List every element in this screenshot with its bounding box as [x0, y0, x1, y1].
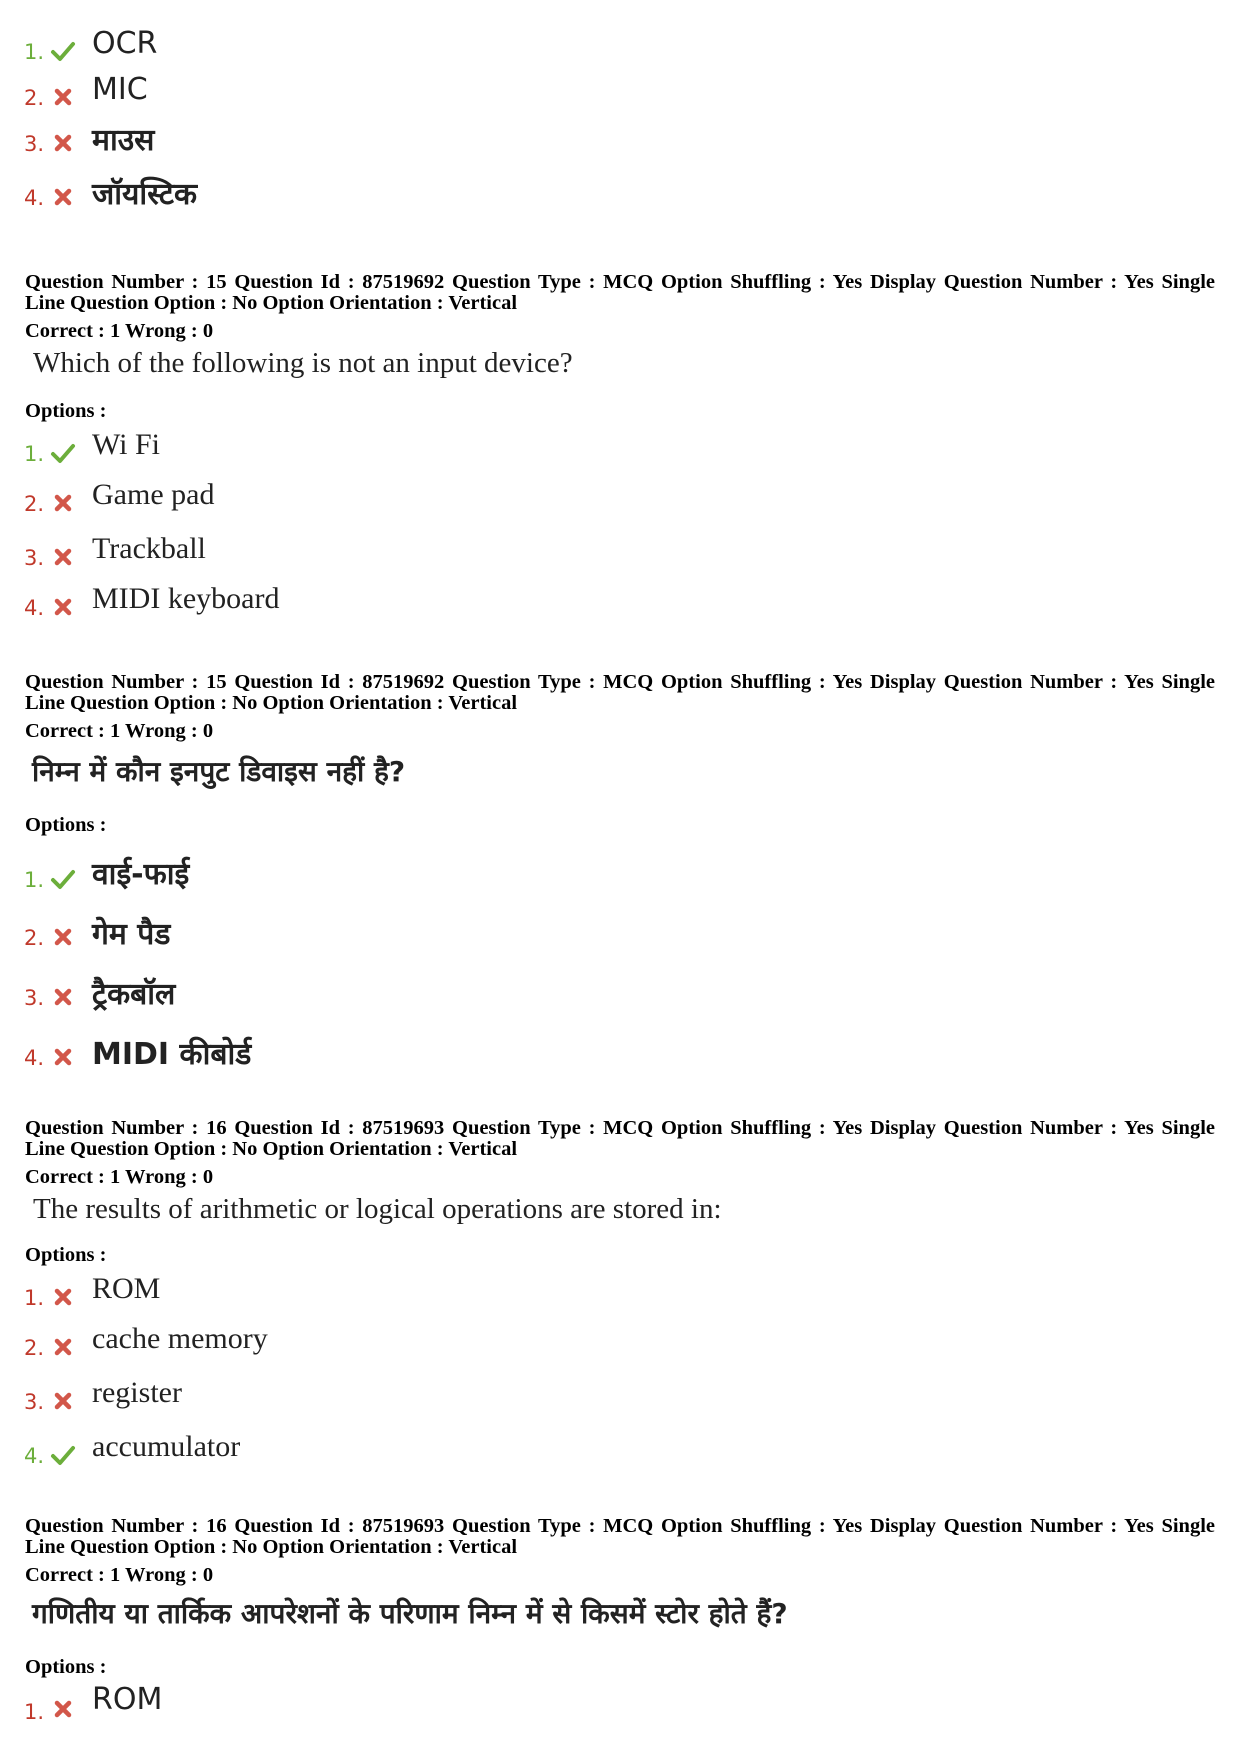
question-text: निम्न में कौन इनपुट डिवाइस नहीं है?: [32, 755, 406, 788]
option-text: Wi Fi: [92, 428, 160, 461]
option-number: 1.: [24, 1700, 45, 1724]
cross-icon: [50, 1388, 76, 1414]
cross-icon: [50, 490, 76, 516]
option-number: 3.: [24, 132, 45, 156]
question-meta: [25, 672, 1215, 714]
option-1: [0, 428, 1200, 480]
option-3: [0, 972, 1200, 1024]
option-number: 4.: [24, 186, 45, 210]
option-2: [0, 1322, 1200, 1374]
option-4: [0, 1032, 1200, 1084]
question-meta-line-2: Line Question Option : No Option Orientation : Vertical: [25, 692, 518, 714]
option-2: [0, 478, 1200, 530]
cross-icon: [50, 84, 76, 110]
option-4: [0, 1430, 1200, 1482]
option-1: [0, 852, 1200, 904]
option-number: 1.: [24, 1286, 45, 1310]
option-number: 3.: [24, 986, 45, 1010]
option-number: 2.: [24, 1336, 45, 1360]
question-meta-line-1: Question Number : 16 Question Id : 87519693 Question Type : MCQ Option Shuffling : Yes Display Question Number : Yes Single: [25, 1117, 1215, 1139]
cross-icon: [50, 924, 76, 950]
option-number: 1.: [24, 40, 45, 64]
option-3: [0, 532, 1200, 584]
option-number: 2.: [24, 926, 45, 950]
cross-icon: [50, 594, 76, 620]
option-text: ROM: [92, 1682, 163, 1717]
option-text: MIDI कीबोर्ड: [92, 1037, 252, 1072]
score-info: Correct : 1 Wrong : 0: [25, 1564, 214, 1586]
cross-icon: [50, 1044, 76, 1070]
option-text: Game pad: [92, 478, 215, 511]
score-info: Correct : 1 Wrong : 0: [25, 1166, 214, 1188]
question-meta-line-2: Line Question Option : No Option Orientation : Vertical: [25, 292, 518, 314]
option-text: ट्रैकबॉल: [92, 977, 176, 1012]
question-text: गणितीय या तार्किक आपरेशनों के परिणाम निम्न में से किसमें स्टोर होते हैं?: [32, 1597, 788, 1630]
check-icon: [50, 866, 76, 892]
check-icon: [50, 38, 76, 64]
option-4: [0, 582, 1200, 634]
options-label: Options :: [25, 1656, 107, 1678]
option-number: 2.: [24, 492, 45, 516]
cross-icon: [50, 1284, 76, 1310]
question-meta: [25, 1118, 1215, 1160]
option-1: [0, 1682, 1200, 1734]
option-number: 3.: [24, 1390, 45, 1414]
cross-icon: [50, 1696, 76, 1722]
options-label: Options :: [25, 1244, 107, 1266]
option-number: 4.: [24, 1444, 45, 1468]
option-text: ROM: [92, 1272, 161, 1305]
question-text: Which of the following is not an input device?: [33, 347, 573, 379]
option-number: 4.: [24, 1046, 45, 1070]
check-icon: [50, 440, 76, 466]
option-text: जॉयस्टिक: [92, 177, 198, 212]
option-text: MIDI keyboard: [92, 582, 280, 615]
check-icon: [50, 1442, 76, 1468]
option-text: register: [92, 1376, 182, 1409]
question-meta-line-1: Question Number : 15 Question Id : 87519692 Question Type : MCQ Option Shuffling : Yes Display Question Number : Yes Single: [25, 671, 1215, 693]
top-option-4: [0, 172, 1200, 224]
question-meta-line-1: Question Number : 15 Question Id : 87519692 Question Type : MCQ Option Shuffling : Yes Display Question Number : Yes Single: [25, 271, 1215, 293]
options-label: Options :: [25, 400, 107, 422]
top-option-1: [0, 26, 1200, 78]
option-text: cache memory: [92, 1322, 268, 1355]
score-info: Correct : 1 Wrong : 0: [25, 720, 214, 742]
option-1: [0, 1272, 1200, 1324]
option-3: [0, 1376, 1200, 1428]
option-number: 1.: [24, 442, 45, 466]
option-text: वाई-फाई: [92, 857, 190, 892]
option-2: [0, 912, 1200, 964]
option-text: MIC: [92, 72, 148, 107]
option-text: Trackball: [92, 532, 206, 565]
score-info: Correct : 1 Wrong : 0: [25, 320, 214, 342]
question-meta-line-1: Question Number : 16 Question Id : 87519693 Question Type : MCQ Option Shuffling : Yes Display Question Number : Yes Single: [25, 1515, 1215, 1537]
option-number: 2.: [24, 86, 45, 110]
option-text: OCR: [92, 26, 158, 61]
top-option-3: [0, 118, 1200, 170]
option-number: 1.: [24, 868, 45, 892]
option-text: माउस: [92, 123, 155, 158]
option-number: 4.: [24, 596, 45, 620]
cross-icon: [50, 984, 76, 1010]
cross-icon: [50, 184, 76, 210]
option-text: accumulator: [92, 1430, 241, 1463]
option-number: 3.: [24, 546, 45, 570]
top-option-2: [0, 72, 1200, 124]
cross-icon: [50, 544, 76, 570]
option-text: गेम पैड: [92, 917, 171, 952]
question-meta: [25, 1516, 1215, 1558]
options-label: Options :: [25, 814, 107, 836]
question-text: The results of arithmetic or logical operations are stored in:: [33, 1193, 722, 1225]
cross-icon: [50, 1334, 76, 1360]
question-meta: [25, 272, 1215, 314]
question-meta-line-2: Line Question Option : No Option Orientation : Vertical: [25, 1536, 518, 1558]
cross-icon: [50, 130, 76, 156]
question-meta-line-2: Line Question Option : No Option Orientation : Vertical: [25, 1138, 518, 1160]
